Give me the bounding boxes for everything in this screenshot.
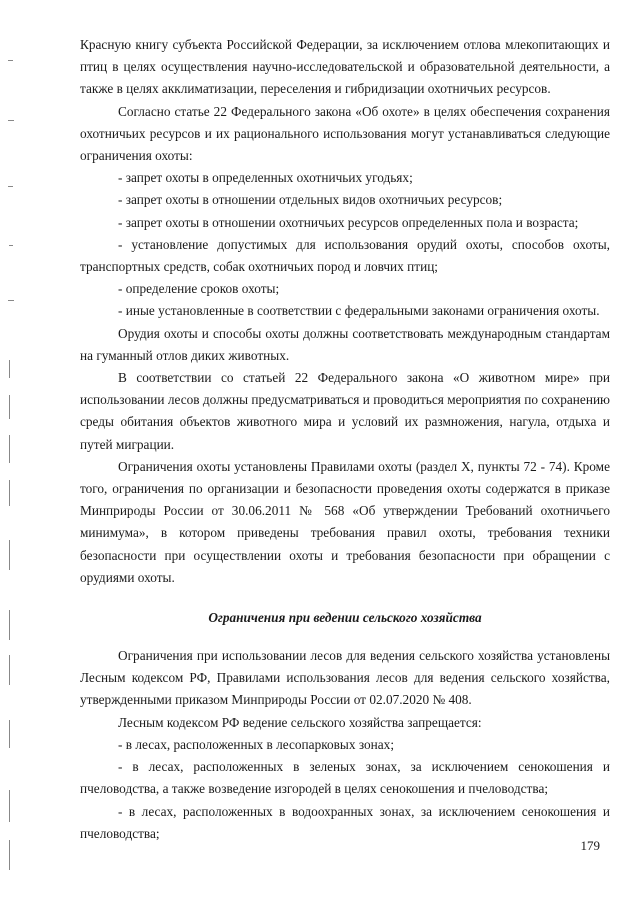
list-item: - в лесах, расположенных в зеленых зонах, за исключением сенокошения и пчеловодства, а также возведение изгородей в целях сенокошения и пчеловодства;: [80, 759, 610, 797]
list-item: - запрет охоты в определенных охотничьих угодьях;: [118, 170, 413, 186]
paragraph: Лесным кодексом РФ ведение сельского хозяйства запрещается:: [118, 714, 482, 730]
paragraph: Ограничения охоты установлены Правилами охоты (раздел X, пункты 72 - 74). Кроме того, ограничения по организации и безопасности проведения охоты содержатся в приказе Минприроды России от 30.06.2011 № 568 «Об утверждении Требований охотничьего минимума», в котором приведены требования правил охоты, требования техники безопасности при осуществлении охоты и требования безопасности при обращении с орудиями охоты.: [80, 458, 610, 585]
list-item: - в лесах, расположенных в водоохранных зонах, за исключением сенокошения и пчеловодства;: [80, 803, 610, 841]
paragraph: В соответствии со статьей 22 Федерального закона «О животном мире» при использовании лесов должны предусматриваться и проводиться мероприятия по сохранению среды обитания объектов животного мира и условий их размножения, нагула, отдыха и путей миграции.: [80, 370, 610, 452]
document-body: [80, 34, 610, 845]
list-item: - запрет охоты в отношении охотничьих ресурсов определенных пола и возраста;: [118, 214, 579, 230]
section-heading: Ограничения при ведении сельского хозяйства: [208, 610, 482, 626]
bullet-list: [80, 167, 610, 322]
paragraph: Согласно статье 22 Федерального закона «Об охоте» в целях обеспечения сохранения охотничьих ресурсов и их рационального использования могут устанавливаться следующие ограничения охоты:: [80, 103, 610, 164]
paragraph: Красную книгу субъекта Российской Федерации, за исключением отлова млекопитающих и птиц в целях осуществления научно-исследовательской и образовательной деятельности, а также в целях акклиматизации, переселения и гибридизации охотничьих ресурсов.: [80, 37, 610, 97]
page-number: 179: [580, 838, 600, 853]
list-item: - определение сроков охоты;: [118, 281, 280, 297]
list-item: - в лесах, расположенных в лесопарковых зонах;: [118, 736, 395, 752]
bullet-list: [80, 734, 610, 845]
left-margin-scan-marks: [0, 0, 40, 905]
paragraph: Орудия охоты и способы охоты должны соответствовать международным стандартам на гуманный отлов диких животных.: [80, 325, 610, 363]
list-item: - установление допустимых для использования орудий охоты, способов охоты, транспортных средств, собак охотничьих пород и ловчих птиц;: [80, 236, 610, 275]
paragraph: Ограничения при использовании лесов для ведения сельского хозяйства установлены Лесным кодексом РФ, Правилами использования лесов для ведения сельского хозяйства, утвержденными приказом Минприроды России от 02.07.2020 № 408.: [80, 648, 610, 708]
list-item: - иные установленные в соответствии с федеральными законами ограничения охоты.: [118, 303, 600, 319]
list-item: - запрет охоты в отношении отдельных видов охотничьих ресурсов;: [118, 192, 503, 208]
